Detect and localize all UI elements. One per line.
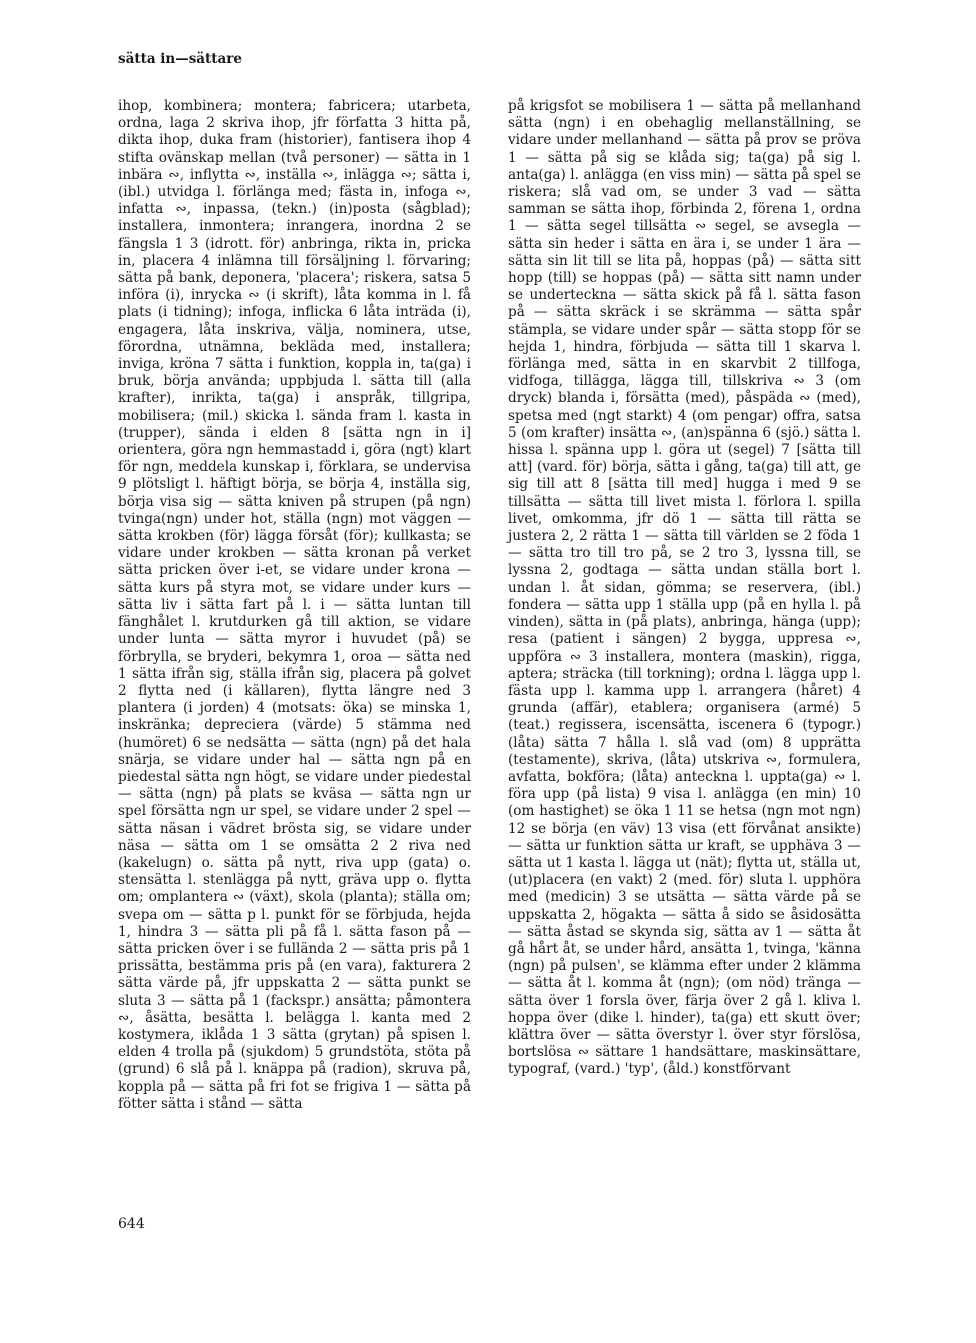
right-column-text: på krigsfot se mobilisera 1 — sätta på mellanhand sätta (ngn) i en obehaglig mellanställning, se vidare under mellanhand — sätta på prov se pröva 1 — sätta på sig se klåda sig; ta(ga) på sig l. anta(ga) l. anlägga (en viss min) — sätta på spel se riskera; slå vad om, se under 3 vad — sätta samman se sätta ihop, förbinda 2, förena 1, ordna 1 — sätta segel tillsätta ∾ segel, se avsegla — sätta sin heder i sätta en ära i, se under 1 ära — sätta sin lit till se lita på, hoppas (på) — sätta sitt hopp (till) se hoppas (på) — sätta sitt namn under se underteckna — sätta skick på få l. sätta fason på — sätta skräck i se skrämma — sätta spår stämpla, se vidare under spår — sätta stopp för se hejda 1, hindra, förbjuda — sätta till 1 skarva l. förlänga med, sätta in en skarvbit 2 tillfoga, vidfoga, tillägga, lägga till, tillskriva ∾ 3 (om dryck) blanda i, försätta (med), påspäda ∾ (med), spetsa med (ngt starkt) 4 (om pengar) offra, satsa 5 (om krafter) insätta ∾, (an)spänna 6 (sjö.) sätta l. hissa l. spänna upp l. göra ut (segel) 7 [sätta till att] (vard. för) börja, sätta i gång, ta(ga) till att, ge sig till att 8 [sätta till med] hugga i med 9 se tillsätta — sätta till livet mista l. förlora l. spilla livet, omkomma, jfr dö 1 — sätta till rätta se justera 2, 2 rätta 1 — sätta till världen se 2 föda 1 — sätta tro till tro på, se 2 tro 3, lyssna till, se lyssna 2, godtaga — sätta undan ställa bort l. undan l. åt sidan, gömma; se reservera, (ibl.) fondera — sätta upp 1 ställa upp (på en hylla l. på vinden), sätta in (på plats), anbringa, hänga (upp); resa (patient i sängen) 2 bygga, uppresa ∾, uppföra ∾ 3 installera, montera (maskin), rigga, aptera; sträcka (till torkning); ordna l. lägga upp l. fästa upp l. kamma upp l. arrangera (håret) 4 grunda (affär), etablera; organisera (armé) 5 (teat.) regissera, iscensätta, iscenera 6 (typogr.) (låta) sätta 7 hålla l. slå vad (om) 8 upprätta (testamente), skriva, (låta) utskriva ∾, formulera, avfatta, bokföra; (låta) anteckna l. uppta(ga) ∾ l. föra upp (på lista) 9 visa l. anlägga (en min) 10 (om hastighet) se öka 1 11 se hetsa (ngn mot ngn) 12 se börja (en väv) 13 visa (ett förvånat ansikte) — sätta ur funktion sätta ur kraft, se upphäva 3 — sätta ut 1 kasta l. lägga ut (nät); flytta ut, ställa ut, (ut)placera (en vakt) 2 (med. för) sluta l. upphöra med (medicin) 3 se utsätta — sätta värde på se uppskatta 2, högakta — sätta å sido se åsidosätta — sätta åstad se skynda sig, sätta av 1 — sätta åt gå hårt åt, se under hård, ansätta 1, tvinga, 'känna (ngn) på pulsen', se klämma efter under 2 klämma — sätta åt l. komma åt (ngn); (om nöd) tränga — sätta över 1 forsla över, färja över 2 gå l. kliva l. hoppa över (dike l. hinder), ta(ga) ett skutt över; klättra över — sätta överstyr l. över styr förslösa, bortslösa ∾ sättare 1 handsättare, maskinsättare, typograf, (vard.) 'typ', (åld.) konstförvant [508, 98, 861, 1078]
left-column-text: ihop, kombinera; montera; fabricera; utarbeta, ordna, laga 2 skriva ihop, jfr författa 3 hitta på, dikta ihop, duka fram (historier), fantisera ihop 4 stifta ovänskap mellan (två personer) — sätta in 1 inbära ∾, inflytta ∾, inställa ∾, inlägga ∾; sätta i, (ibl.) utvidga l. förlänga med; fästa in, infoga ∾, infatta ∾, inpassa, (tekn.) (in)posta (sågblad); installera, inmontera; inrangera, inordna 2 se fängsla 1 3 (idrott. för) anbringa, rikta in, pricka in, placera 4 inlämna till försäljning l. förvaring; sätta på bank, deponera, 'placera'; riskera, satsa 5 införa (i), inrycka ∾ (i skrift), låta komma in l. få plats (i tidning); infoga, inflicka 6 låta inträda (i), engagera, låta inskriva, välja, nominera, utse, förordna, utnämna, bekläda med, installera; inviga, kröna 7 sätta i funktion, koppla in, ta(ga) i bruk, börja använda; uppbjuda l. sätta till (alla krafter), inrikta, ta(ga) i anspråk, tillgripa, mobilisera; (mil.) skicka l. sända fram l. kasta in (trupper), sända i elden 8 [sätta ngn in i] orientera, göra ngn hemmastadd i, göra (ngt) klart för ngn, meddela kunskap i, förklara, se undervisa 9 plötsligt l. häftigt börja, se börja 4, inställa sig, börja visa sig — sätta kniven på strupen (på ngn) tvinga(ngn) under hot, ställa (ngn) mot väggen — sätta krokben (för) lägga försåt (för); kullkasta; se vidare under krokben — sätta kronan på verket sätta pricken över i-et, se vidare under krona — sätta kurs på styra mot, se vidare under kurs — sätta liv i sätta fart på l. i — sätta luntan till fänghålet l. krutdurken gå till aktion, se vidare under lunta — sätta myror i huvudet (på) se förbrylla, se bryderi, bekymra 1, oroa — sätta ned 1 sätta ifrån sig, ställa ifrån sig, placera på golvet 2 flytta ned (i källaren), flytta längre ned 3 plantera (i jorden) 4 (motsats: öka) se minska 1, inskränka; depreciera (värde) 5 stämma ned (humöret) 6 se nedsätta — sätta (ngn) på det hala snärja, se vidare under hal — sätta ngn på en piedestal sätta ngn högt, se vidare under piedestal — sätta (ngn) på plats se kväsa — sätta ngn ur spel försätta ngn ur spel, se vidare under 2 spel — sätta näsan i vädret brösta sig, se vidare under näsa — sätta om 1 se omsätta 2 2 riva ned (kakelugn) o. sätta på nytt, riva upp (gata) o. stensätta l. stenlägga på nytt, gräva upp o. flytta om; omplantera ∾ (växt), skola (planta); ställa om; svepa om — sätta p l. punkt för se förbjuda, hejda 1, hindra 3 — sätta pli på få l. sätta fason på — sätta pricken över i se fullända 2 — sätta pris på 1 prissätta, bestämma pris på (en vara), fakturera 2 sätta värde på, jfr uppskatta 2 — sätta punkt se sluta 3 — sätta på 1 (fackspr.) ansätta; påmontera ∾, åsätta, besätta l. belägga l. kanta med 2 kostymera, iklåda 1 3 sätta (grytan) på spisen l. elden 4 trolla på (sjukdom) 5 grundstöta, stöta på (grund) 6 slå på l. knäppa på (radion), skruva på, koppla på — sätta på fri fot se frigiva 1 — sätta på fötter sätta i stånd — sätta [118, 98, 471, 1112]
running-head: sätta in—sättare [118, 51, 242, 67]
page-number: 644 [118, 1216, 145, 1232]
right-column [508, 98, 861, 1079]
left-column [118, 98, 471, 1113]
